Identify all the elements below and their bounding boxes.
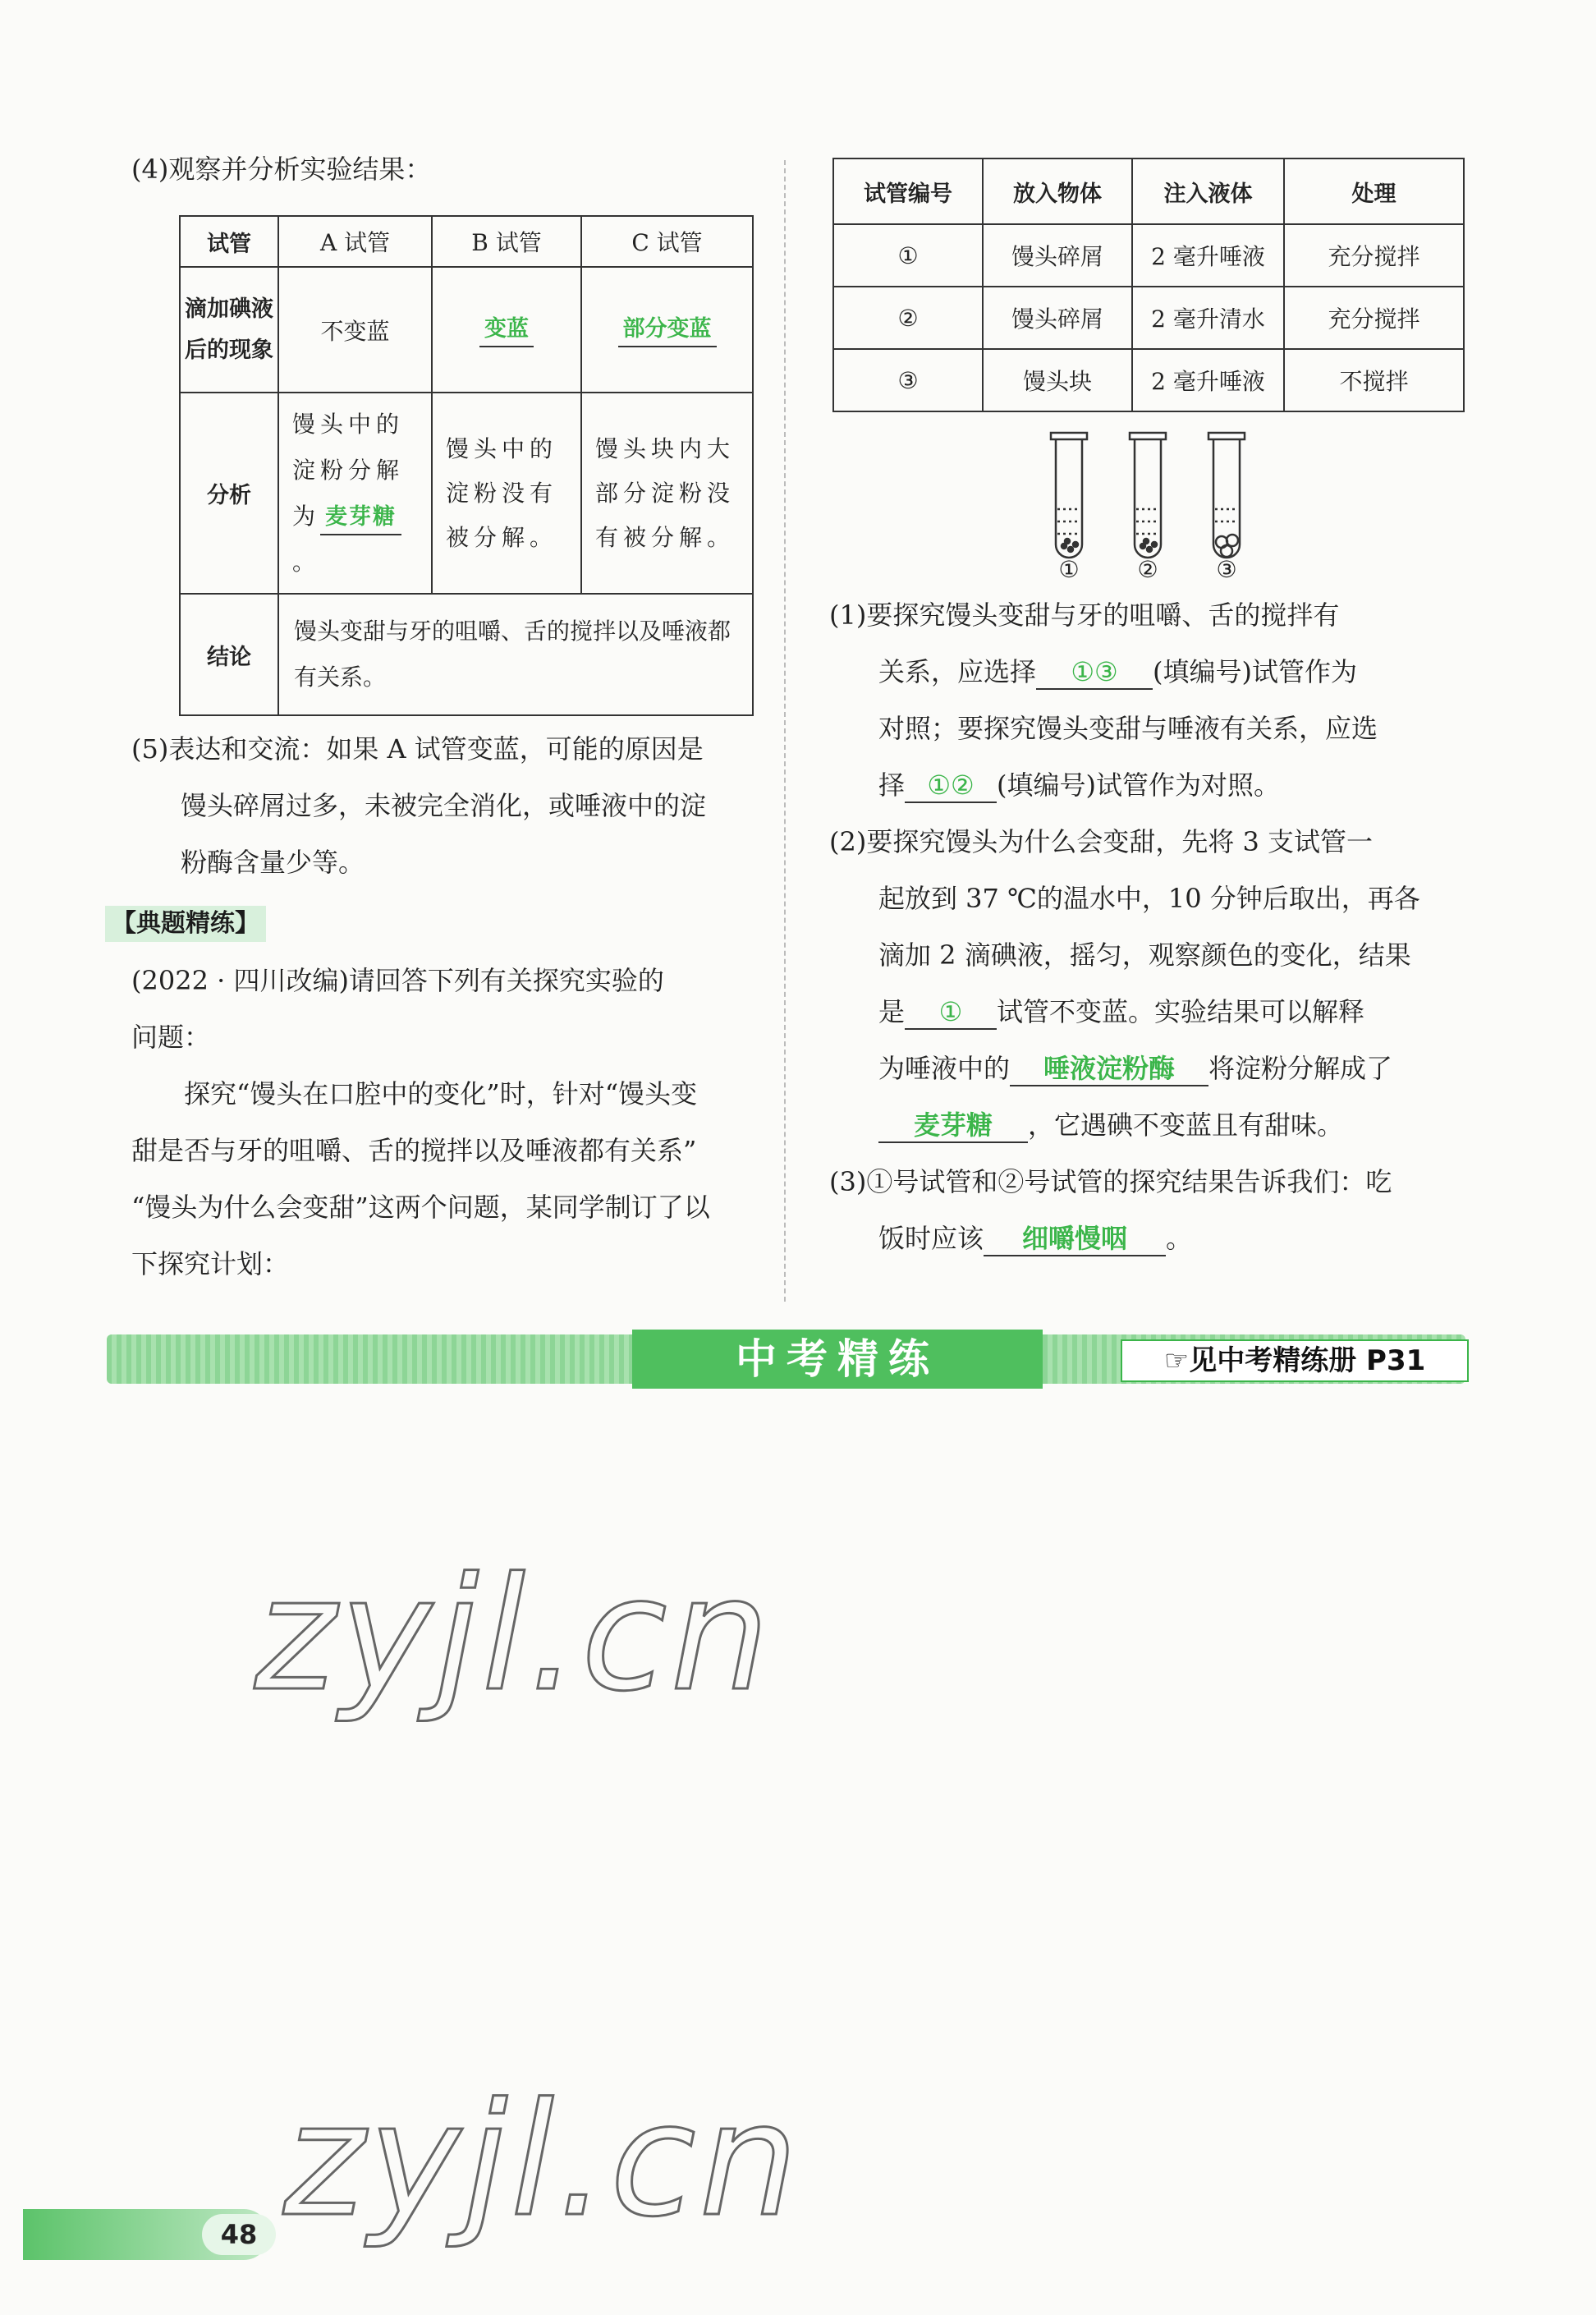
phenomenon-b-answer: 变蓝: [479, 313, 534, 347]
step4-title: (4)观察并分析实验结果：: [131, 154, 432, 185]
test-tube-2: [1130, 433, 1166, 558]
column-divider: [784, 160, 786, 1302]
tube-label-3: ③: [1216, 556, 1237, 583]
plan-cell: 不搅拌: [1284, 349, 1464, 411]
problem-text: [131, 953, 755, 1293]
plan-cell: 充分搅拌: [1284, 224, 1464, 287]
step5-text: [131, 721, 755, 891]
questions: [829, 587, 1470, 1267]
page-number: 48: [202, 2214, 276, 2255]
plan-header-1: 试管编号: [833, 158, 983, 224]
watermark: zyjl.cn: [283, 2069, 802, 2251]
row-label-analysis: 分析: [180, 393, 278, 594]
header-c: C 试管: [581, 216, 753, 267]
test-tube-1: [1051, 433, 1087, 558]
problem-line-5: “馒头为什么会变甜”这两个问题，某同学制订了以: [131, 1192, 710, 1223]
step5-line-1: (5)表达和交流：如果 A 试管变蓝，可能的原因是: [131, 733, 704, 765]
analysis-b: 馒头中的淀粉没有被分解。: [432, 393, 581, 594]
phenomenon-a: 不变蓝: [278, 267, 432, 393]
plan-cell: 馒头碎屑: [983, 224, 1132, 287]
banner-title: 中考精练: [632, 1330, 1043, 1389]
banner-reference-text: 见中考精练册 P31: [1189, 1344, 1426, 1377]
page-number-tab: [23, 2209, 269, 2260]
test-tubes-illustration: [1034, 431, 1264, 583]
section-banner: [107, 1334, 1465, 1384]
plan-header-3: 注入液体: [1132, 158, 1284, 224]
conclusion-text: 馒头变甜与牙的咀嚼、舌的搅拌以及唾液都有关系。: [278, 594, 753, 715]
q3-text: 饭时应该: [878, 1223, 984, 1254]
plan-cell: 充分搅拌: [1284, 287, 1464, 349]
header-a: A 试管: [278, 216, 432, 267]
section-label: 【典题精练】: [105, 906, 266, 942]
q2-line-2: 起放到 37 ℃的温水中，10 分钟后取出，再各: [878, 883, 1420, 914]
plan-header-2: 放入物体: [983, 158, 1132, 224]
q3-line-2: [829, 1210, 1470, 1267]
q2-answer-1: ①: [905, 995, 997, 1030]
q1-line-3: 对照；要探究馒头变甜与唾液有关系，应选: [878, 713, 1378, 744]
plan-cell: 2 毫升唾液: [1132, 349, 1284, 411]
q2-answer-2: 唾液淀粉酶: [1010, 1052, 1208, 1086]
q2-text: 试管不变蓝。实验结果可以解释: [997, 996, 1365, 1027]
q1-answer-1: ①③: [1036, 655, 1153, 690]
tube-label-1: ①: [1058, 556, 1080, 583]
problem-line-4: 甜是否与牙的咀嚼、舌的搅拌以及唾液都有关系”: [131, 1135, 697, 1166]
problem-line-1: (2022 · 四川改编)请回答下列有关探究实验的: [131, 965, 664, 996]
plan-cell: 2 毫升清水: [1132, 287, 1284, 349]
step5-line-2: 馒头碎屑过多，未被完全消化，或唾液中的淀: [181, 790, 707, 821]
row-label-conclusion: 结论: [180, 594, 278, 715]
q2-answer-3: 麦芽糖: [878, 1109, 1028, 1143]
plan-header-4: 处理: [1284, 158, 1464, 224]
watermark: zyjl.cn: [255, 1544, 773, 1725]
q2-line-1: (2)要探究馒头为什么会变甜，先将 3 支试管一: [829, 826, 1374, 857]
plan-cell: ②: [833, 287, 983, 349]
plan-cell: 馒头块: [983, 349, 1132, 411]
problem-line-6: 下探究计划：: [131, 1248, 290, 1279]
phenomenon-c-answer: 部分变蓝: [618, 313, 717, 347]
pointing-hand-icon: ☞: [1163, 1344, 1190, 1377]
analysis-a-text: 馒头中的淀粉分解为: [292, 410, 405, 530]
q2-text: 为唾液中的: [878, 1053, 1011, 1084]
q2-line-6: [829, 1097, 1470, 1154]
q2-line-5: [829, 1040, 1470, 1097]
header-b: B 试管: [432, 216, 581, 267]
row-label-phenomenon: 滴加碘液后的现象: [180, 267, 278, 393]
q1-text: (填编号)试管作为: [1153, 656, 1357, 687]
analysis-a-end: 。: [292, 548, 321, 576]
q2-text: 将淀粉分解成了: [1208, 1053, 1393, 1084]
q1-line-2: [829, 644, 1470, 700]
q2-text: 是: [878, 996, 906, 1027]
problem-line-3: 探究“馒头在口腔中的变化”时，针对“馒头变: [184, 1078, 698, 1109]
q1-answer-2: ①②: [905, 769, 997, 803]
plan-cell: 馒头碎屑: [983, 287, 1132, 349]
analysis-a-answer: 麦芽糖: [320, 501, 401, 535]
q2-text: ，它遇碘不变蓝且有甜味。: [1028, 1109, 1344, 1141]
plan-cell: 2 毫升唾液: [1132, 224, 1284, 287]
tube-label-2: ②: [1137, 556, 1158, 583]
q1-text: (填编号)试管作为对照。: [997, 769, 1280, 801]
q2-line-4: [829, 984, 1470, 1040]
q1-text: 择: [878, 769, 906, 801]
plan-table: [832, 158, 1465, 412]
plan-cell: ③: [833, 349, 983, 411]
q1-line-4: [829, 757, 1470, 814]
q3-answer: 细嚼慢咽: [984, 1222, 1166, 1256]
test-tube-3: [1208, 433, 1245, 558]
q3-text: 。: [1166, 1223, 1193, 1254]
problem-line-2: 问题：: [131, 1022, 211, 1053]
analysis-c: 馒头块内大部分淀粉没有被分解。: [581, 393, 753, 594]
q3-line-1: (3)①号试管和②号试管的探究结果告诉我们：吃: [829, 1166, 1392, 1197]
q1-line-1: (1)要探究馒头变甜与牙的咀嚼、舌的搅拌有: [829, 599, 1340, 631]
plan-cell: ①: [833, 224, 983, 287]
q2-line-3: 滴加 2 滴碘液，摇匀，观察颜色的变化，结果: [878, 939, 1411, 971]
results-table: [179, 215, 754, 716]
banner-reference: [1121, 1339, 1469, 1382]
header-tube: 试管: [180, 216, 278, 267]
step5-line-3: 粉酶含量少等。: [181, 847, 365, 878]
q1-text: 关系，应选择: [878, 656, 1037, 687]
